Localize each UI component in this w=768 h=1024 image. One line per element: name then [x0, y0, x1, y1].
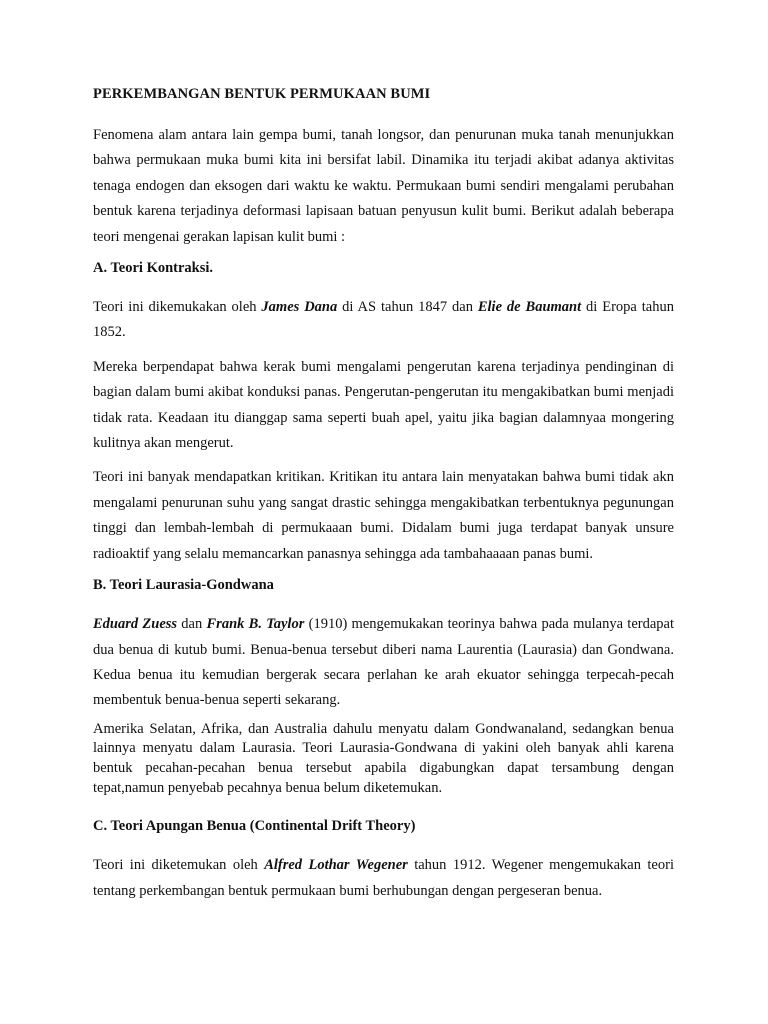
scientist-name-james-dana: James Dana [261, 299, 338, 316]
text-span: tahun 1912. Wegener mengemukakan teori tentang perkembangan bentuk permukaan bumi berhubungan dengan pergeseran benua. [93, 857, 674, 899]
section-a-paragraph-3: Teori ini banyak mendapatkan kritikan. Kritikan itu antara lain menyatakan bahwa bumi tidak akn mengalami penurunan suhu yang sangat drastic sehingga mengakibatkan terbentuknya pegunungan tinggi dan lembah-lembah di permukaaan bumi. Didalam bumi juga terdapat banyak unsure radioaktif yang selalu memancarkan panasnya sehingga ada tambahaaaan panas bumi. [93, 469, 674, 562]
section-c-paragraph-1 [93, 853, 674, 904]
text-span: di Eropa tahun 1852. [93, 299, 674, 341]
scientist-name-frank-taylor: Frank B. Taylor [206, 616, 305, 633]
section-b-paragraph-1 [93, 612, 674, 714]
text-span: dan [177, 616, 207, 633]
scientist-name-alfred-wegener: Alfred Lothar Wegener [264, 857, 408, 874]
section-a-heading: A. Teori Kontraksi. [93, 260, 214, 277]
text-span: di AS tahun 1847 dan [337, 299, 478, 316]
document-body [93, 86, 674, 914]
section-b-heading: B. Teori Laurasia-Gondwana [93, 577, 274, 594]
section-c-heading: C. Teori Apungan Benua (Continental Drift Theory) [93, 818, 416, 835]
section-a-paragraph-1 [93, 295, 674, 346]
text-span: (1910) mengemukakan teorinya bahwa pada mulanya terdapat dua benua di kutub bumi. Benua-benua tersebut diberi nama Laurentia (Laurasia) dan Gondwana. Kedua benua itu kemudian bergerak secara perlahan ke arah ekuator sehingga terpecah-pecah membentuk benua-benua seperti sekarang. [93, 616, 675, 709]
section-b-paragraph-2: Amerika Selatan, Afrika, dan Australia dahulu menyatu dalam Gondwanaland, sedangkan benua lainnya menyatu dalam Laurasia. Teori Laurasia-Gondwana di yakini oleh banyak ahli karena bentuk pecahan-pecahan benua tersebut apabila digabungkan dapat tersambung dengan tepat,namun penyebab pecahnya benua belum diketemukan. [93, 720, 674, 796]
scientist-name-eduard-zuess: Eduard Zuess [93, 616, 178, 633]
text-span: Teori ini diketemukan oleh [93, 857, 265, 874]
document-title: PERKEMBANGAN BENTUK PERMUKAAN BUMI [93, 86, 431, 102]
section-a-paragraph-2: Mereka berpendapat bahwa kerak bumi mengalami pengerutan karena terjadinya pendinginan di bagian dalam bumi akibat konduksi panas. Pengerutan-pengerutan itu mengakibatkan bumi menjadi tidak rata. Keadaan itu dianggap sama seperti buah apel, yaitu jika bagian dalamnyaa mongering kulitnya akan mengerut. [93, 358, 674, 452]
intro-paragraph: Fenomena alam antara lain gempa bumi, tanah longsor, dan penurunan muka tanah menunjukkan bahwa permukaan muka bumi kita ini bersifat labil. Dinamika itu terjadi akibat adanya aktivitas tenaga endogen dan eksogen dari waktu ke waktu. Permukaan bumi sendiri mengalami perubahan bentuk karena terjadinya deformasi lapisaan batuan penyusun kulit bumi. Berikut adalah beberapa teori mengenai gerakan lapisan kulit bumi : [93, 127, 674, 245]
text-span: Teori ini dikemukakan oleh [93, 299, 262, 316]
scientist-name-elie-de-baumant: Elie de Baumant [477, 299, 582, 316]
